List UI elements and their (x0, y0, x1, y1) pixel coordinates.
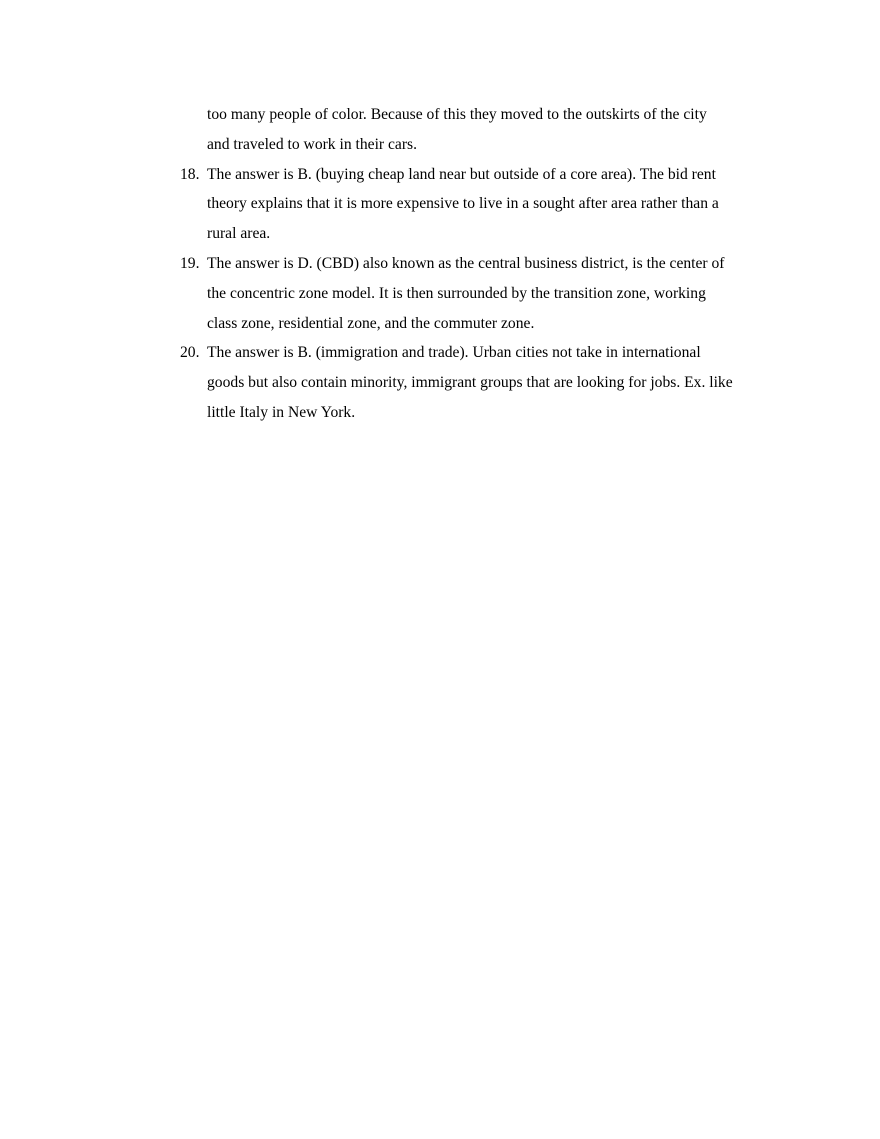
continued-paragraph (207, 100, 787, 160)
text-line: The answer is B. (buying cheap land near but outside of a core area). The bid rent (207, 165, 716, 183)
list-number: 19. (180, 254, 200, 272)
page-content (180, 100, 787, 428)
text-line: rural area. (207, 225, 271, 243)
text-line: theory explains that it is more expensive to live in a sought after area rather than a (207, 195, 719, 213)
text-line: too many people of color. Because of this they moved to the outskirts of the city (207, 106, 707, 123)
text-line: The answer is B. (immigration and trade). Urban cities not take in international (207, 344, 701, 362)
list-number: 18. (180, 165, 200, 183)
text-line: goods but also contain minority, immigrant groups that are looking for jobs. Ex. like (207, 374, 733, 392)
text-line: class zone, residential zone, and the commuter zone. (207, 314, 535, 332)
list-number: 20. (180, 344, 200, 362)
answer-item-18 (180, 160, 787, 249)
answer-list (180, 160, 787, 428)
answer-item-19 (180, 249, 787, 338)
answer-item-20 (180, 338, 787, 427)
text-line: little Italy in New York. (207, 403, 356, 421)
text-line: The answer is D. (CBD) also known as the central business district, is the center of (207, 254, 725, 272)
text-line: the concentric zone model. It is then surrounded by the transition zone, working (207, 284, 706, 302)
text-line: and traveled to work in their cars. (207, 135, 418, 153)
